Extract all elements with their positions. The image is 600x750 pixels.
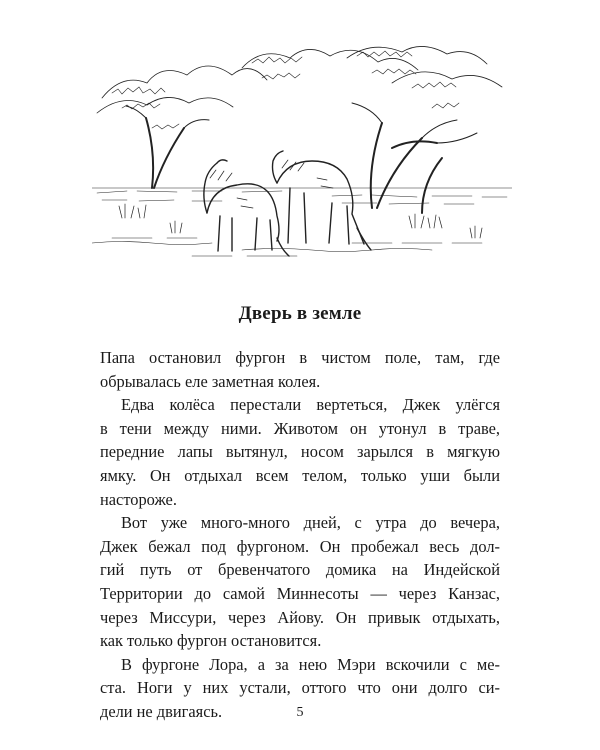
- text-line: Едва колёса перестали вертеться, Джек улёгся: [121, 395, 500, 415]
- text-line: ямку. Он отдыхал всем телом, только уши были: [100, 465, 500, 485]
- horses-by-stream-illustration: [92, 38, 512, 260]
- text-line: Вот уже много-много дней, с утра до вечера,: [121, 513, 500, 533]
- text-line: ста. Ноги у них устали, оттого что они долго си-: [100, 678, 500, 698]
- text-line: Джек бежал под фургоном. Он пробежал весь дол-: [100, 536, 500, 556]
- text-line: настороже.: [100, 489, 177, 509]
- text-line: В фургоне Лора, а за нею Мэри вскочили с ме-: [121, 654, 500, 674]
- chapter-body-text: [100, 346, 500, 724]
- paragraph: [100, 346, 500, 393]
- text-line: Территории до самой Миннесоты — через Канзас,: [100, 583, 500, 603]
- text-line: обрывалась еле заметная колея.: [100, 371, 321, 391]
- text-line: дели не двигаясь.: [100, 701, 223, 721]
- chapter-title: Дверь в земле: [238, 303, 362, 324]
- text-line: как только фургон остановится.: [100, 631, 322, 651]
- text-line: Папа остановил фургон в чистом поле, там, где: [100, 348, 500, 367]
- text-line: через Миссури, через Айову. Он привык отдыхать,: [100, 607, 500, 627]
- paragraph: [100, 393, 500, 511]
- paragraph: [100, 511, 500, 653]
- text-line: гий путь от бревенчатого домика на Индейской: [100, 560, 500, 580]
- text-line: передние лапы вытянул, носом зарылся в мягкую: [100, 442, 500, 462]
- page-number: 5: [296, 705, 304, 720]
- text-line: в тени между ними. Животом он утонул в траве,: [100, 418, 500, 438]
